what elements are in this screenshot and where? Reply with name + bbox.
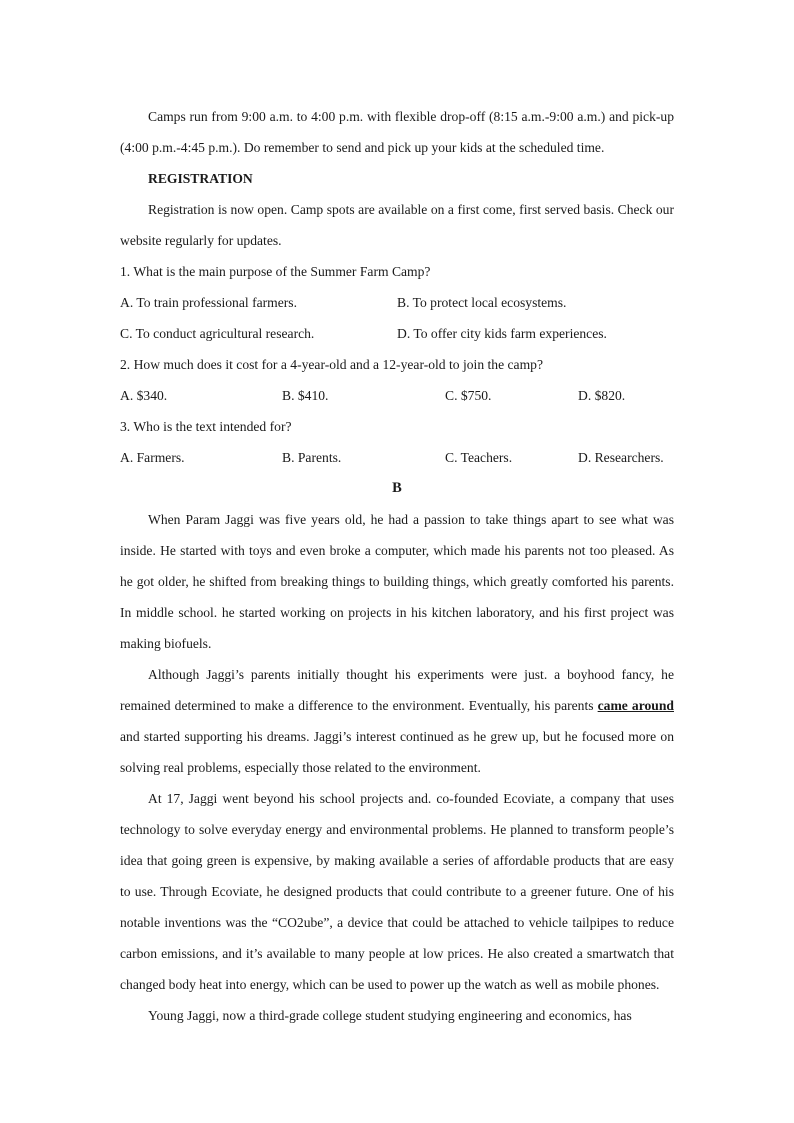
question-3-option-b: B. Parents. [282, 450, 342, 465]
question-2-option-b: B. $410. [282, 388, 329, 403]
question-2-stem: 2. How much does it cost for a 4-year-old and a 12-year-old to join the camp? [120, 357, 543, 372]
paragraph-2-text-before: Although Jaggi’s parents initially thought his experiments were just. a boyhood fancy, he remained determined to make a difference to the environment. Eventually, his parents [120, 667, 674, 713]
paragraph-2-text-after: and started supporting his dreams. Jaggi’s interest continued as he grew up, but he focused more on solving real problems, especially those related to the environment. [120, 729, 674, 775]
question-1-option-a: A. To train professional farmers. [120, 295, 297, 310]
question-1-stem: 1. What is the main purpose of the Summer Farm Camp? [120, 264, 431, 279]
underlined-phrase: came around [597, 698, 674, 713]
question-1-option-d: D. To offer city kids farm experiences. [397, 326, 607, 341]
question-1-option-c: C. To conduct agricultural research. [120, 326, 315, 341]
question-1-option-b: B. To protect local ecosystems. [397, 295, 567, 310]
question-3-option-c: C. Teachers. [445, 450, 513, 465]
question-3-options [120, 442, 674, 473]
section-b-paragraph-4: Young Jaggi, now a third-grade college student studying engineering and economics, has [148, 1008, 632, 1023]
registration-paragraph: Registration is now open. Camp spots are available on a first come, first served basis. Check our website regularly for updates. [120, 202, 674, 248]
question-1-options-row-1 [120, 287, 674, 318]
question-2-options [120, 380, 674, 411]
question-3-stem: 3. Who is the text intended for? [120, 419, 292, 434]
section-b-paragraph-3: At 17, Jaggi went beyond his school projects and. co-founded Ecoviate, a company that uses technology to solve everyday energy and environmental problems. He planned to transform people’s idea that going green is expensive, by making available a series of affordable products that are easy to use. Through Ecoviate, he designed products that could contribute to a greener future. One of his notable inventions was the “CO2ube”, a device that could be attached to vehicle tailpipes to reduce carbon emissions, and it’s available to many people at low prices. He also created a smartwatch that changed body heat into energy, which can be used to power up the watch as well as mobile phones. [120, 791, 674, 992]
question-2-option-a: A. $340. [120, 388, 168, 403]
section-b-paragraph-2 [120, 659, 674, 783]
registration-heading: REGISTRATION [148, 171, 253, 186]
section-b-paragraph-1: When Param Jaggi was five years old, he had a passion to take things apart to see what was inside. He started with toys and even broke a computer, which made his parents not too pleased. As he got older, he shifted from breaking things to building things, which greatly comforted his parents. In middle school. he started working on projects in his kitchen laboratory, and his first project was making biofuels. [120, 512, 674, 651]
section-b-title: B [392, 480, 402, 496]
question-2-option-c: C. $750. [445, 388, 492, 403]
camp-hours-paragraph: Camps run from 9:00 a.m. to 4:00 p.m. with flexible drop-off (8:15 a.m.-9:00 a.m.) and pick-up (4:00 p.m.-4:45 p.m.). Do remember to send and pick up your kids at the scheduled time. [120, 109, 674, 155]
question-2-option-d: D. $820. [578, 388, 626, 403]
question-1-options-row-2 [120, 318, 674, 349]
question-3-option-a: A. Farmers. [120, 450, 185, 465]
question-3-option-d: D. Researchers. [578, 450, 664, 465]
